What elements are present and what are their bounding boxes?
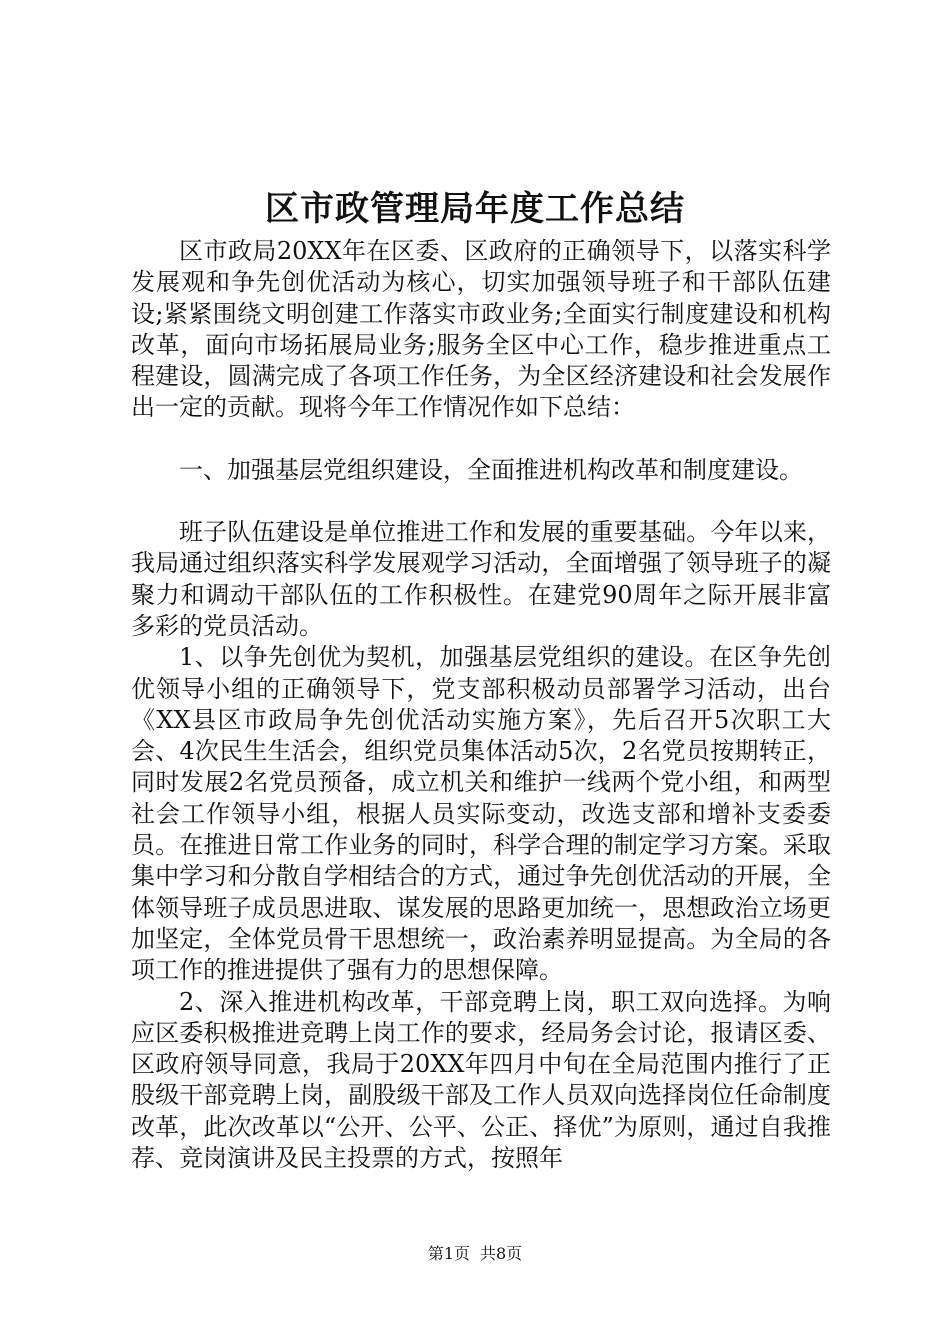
page-number: 第1页 — [427, 1244, 470, 1263]
body-paragraph: 1、以争先创优为契机，加强基层党组织的建设。在区争先创优领导小组的正确领导下，党支部积极动员部署学习活动，出台《XX县区市政局争先创优活动实施方案》，先后召开5次职工大会、4次民生生活会，组织党员集体活动5次，2名党员按期转正，同时发展2名党员预备，成立机关和维护一线两个党小组，和两型社会工作领导小组，根据人员实际变动，改选支部和增补支委委员。在推进日常工作业务的同时，科学合理的制定学习方案。采取集中学习和分散自学相结合的方式，通过争先创优活动的开展，全体领导班子成员思进取、谋发展的思路更加统一，思想政治立场更加坚定，全体党员骨干思想统一，政治素养明显提高。为全局的各项工作的推进提供了强有力的思想保障。 — [131, 643, 831, 985]
document-title: 区市政管理局年度工作总结 — [265, 189, 685, 229]
body-paragraph: 班子队伍建设是单位推进工作和发展的重要基础。今年以来，我局通过组织落实科学发展观学习活动，全面增强了领导班子的凝聚力和调动干部队伍的工作积极性。在建党90周年之际开展非富多彩的党员活动。 — [131, 518, 831, 640]
section-heading-1: 一、加强基层党组织建设，全面推进机构改革和制度建设。 — [179, 455, 803, 484]
document-body — [131, 236, 831, 1174]
body-paragraph: 2、深入推进机构改革，干部竞聘上岗，职工双向选择。为响应区委积极推进竞聘上岗工作的要求，经局务会讨论，报请区委、区政府领导同意，我局于20XX年四月中旬在全局范围内推行了正股级干部竞聘上岗，副股级干部及工作人员双向选择岗位任命制度改革，此次改革以“公开、公平、公正、择优”为原则，通过自我推荐、竞岗演讲及民主投票的方式，按照年 — [131, 987, 831, 1173]
intro-paragraph: 区市政局20XX年在区委、区政府的正确领导下，以落实科学发展观和争先创优活动为核心，切实加强领导班子和干部队伍建设;紧紧围绕文明创建工作落实市政业务;全面实行制度建设和机构改革，面向市场拓展局业务;服务全区中心工作，稳步推进重点工程建设，圆满完成了各项工作任务，为全区经济建设和社会发展作出一定的贡献。现将今年工作情况作如下总结： — [131, 237, 831, 422]
page-total: 共8页 — [480, 1244, 523, 1263]
page-footer — [0, 1244, 950, 1264]
